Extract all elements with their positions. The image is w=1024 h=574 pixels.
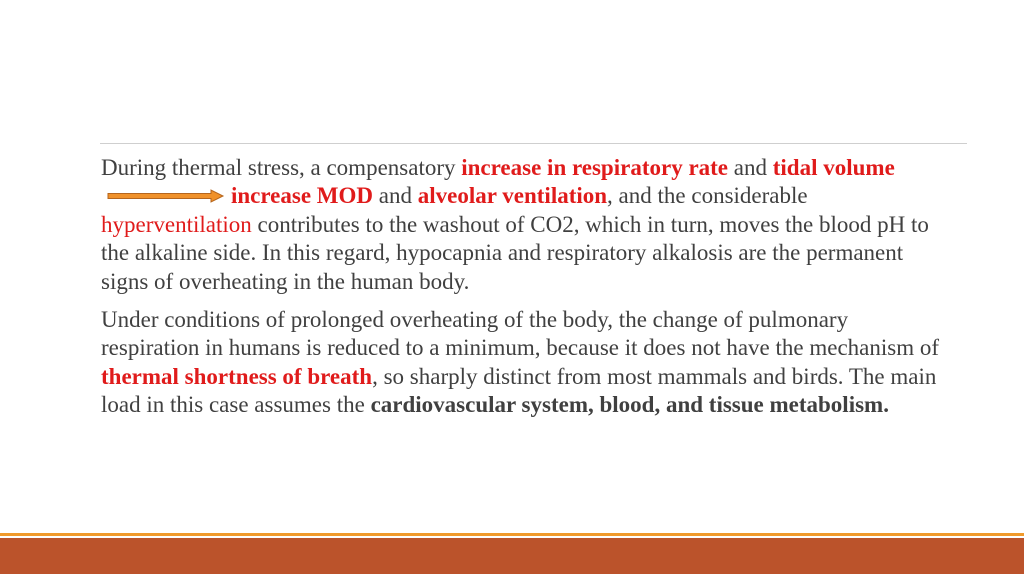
highlight-hyperventilation: hyperventilation (101, 211, 252, 237)
text-run: and (728, 155, 773, 180)
paragraph-thermal-stress (101, 154, 951, 296)
highlight-tidal-volume: tidal volume (772, 155, 895, 180)
text-run: and (373, 183, 418, 209)
highlight-respiratory-rate: increase in respiratory rate (461, 155, 729, 180)
footer-bar (0, 538, 1024, 574)
slide-body (101, 154, 951, 420)
paragraph-prolonged-overheating (101, 306, 951, 420)
text-run: , and the considerable (607, 183, 808, 209)
bold-cardiovascular-system: cardiovascular system, blood, and tissue metabolism. (370, 392, 889, 418)
text-run: Under conditions of prolonged overheating of the body, the change of pulmonary respiration in humans is reduced to a minimum, because it does not have the mechanism of (101, 307, 940, 361)
text-run: contributes to the washout of CO2, which in turn, moves the blood pH to the alkaline side. In this regard, hypocapnia and respiratory alkalosis are the permanent signs of overheating in the human body. (101, 211, 929, 294)
highlight-thermal-shortness-of-breath: thermal shortness of breath (101, 363, 373, 389)
text-run: During thermal stress, a compensatory (101, 155, 462, 180)
highlight-increase-mod: increase MOD (231, 183, 374, 209)
highlight-alveolar-ventilation: alveolar ventilation (417, 183, 608, 209)
right-arrow-icon (107, 189, 225, 203)
title-divider (100, 143, 967, 144)
text-run: , so sharply distinct from most mammals and birds. The main load in this case assumes the (101, 363, 937, 418)
footer-accent-line (0, 533, 1024, 536)
